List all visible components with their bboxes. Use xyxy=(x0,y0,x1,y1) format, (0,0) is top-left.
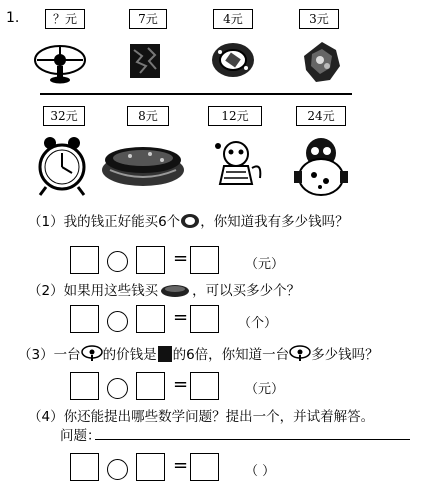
price-tag: 12元 xyxy=(208,106,262,126)
answer-box[interactable] xyxy=(136,372,165,400)
dark-box-icon xyxy=(128,42,162,80)
question-text: ，可以买多少个？ xyxy=(192,283,301,299)
price-tag: ？元 xyxy=(45,9,85,29)
exercise-number: 1. xyxy=(6,10,20,26)
operator-circle[interactable] xyxy=(107,378,128,399)
question-text: （1）我的钱正好能买6个 xyxy=(28,214,181,230)
unit-label: （个） xyxy=(238,316,278,331)
badge-icon xyxy=(210,40,256,80)
equals-sign: = xyxy=(173,307,189,328)
equals-sign: = xyxy=(173,455,189,476)
question-4: （4）你还能提出哪些数学问题？提出一个，并试着解答。 xyxy=(28,409,375,425)
answer-box[interactable] xyxy=(136,453,165,481)
equals-sign: = xyxy=(173,248,189,269)
unit-label: （ ） xyxy=(245,464,276,479)
answer-box[interactable] xyxy=(190,453,219,481)
question-3 xyxy=(18,343,379,363)
price-tag: 24元 xyxy=(296,106,346,126)
cake-icon xyxy=(160,282,190,298)
question-text: 多少钱吗？ xyxy=(311,347,379,363)
badge-icon xyxy=(180,213,200,229)
unit-label: （元） xyxy=(245,382,285,397)
price-tag: 32元 xyxy=(43,106,85,126)
question-prompt-label: 问题： xyxy=(60,428,101,444)
unit-label: （元） xyxy=(245,257,285,272)
question-text: 的6倍，你知道一台 xyxy=(172,347,290,363)
answer-line[interactable] xyxy=(95,439,410,440)
answer-box[interactable] xyxy=(190,372,219,400)
operator-circle[interactable] xyxy=(107,311,128,332)
question-text: ，你知道我有多少钱吗？ xyxy=(200,214,349,230)
price-tag: 8元 xyxy=(127,106,169,126)
answer-box[interactable] xyxy=(136,305,165,333)
answer-box[interactable] xyxy=(70,305,99,333)
cake-icon xyxy=(100,140,186,188)
question-text: （3）一台 xyxy=(18,347,81,363)
fan-icon xyxy=(33,42,87,84)
price-tag: 7元 xyxy=(129,9,167,29)
question-2 xyxy=(28,279,300,299)
answer-box[interactable] xyxy=(190,246,219,274)
price-tag: 3元 xyxy=(299,9,339,29)
fan-icon xyxy=(81,345,103,363)
toy-icon xyxy=(210,138,266,194)
price-tag: 4元 xyxy=(213,9,253,29)
answer-box[interactable] xyxy=(70,246,99,274)
operator-circle[interactable] xyxy=(107,251,128,272)
question-text: （2）如果用这些钱买 xyxy=(28,283,159,299)
dark-box-icon xyxy=(157,345,173,363)
alarm-clock-icon xyxy=(36,135,88,197)
divider-line xyxy=(40,93,352,95)
equals-sign: = xyxy=(173,374,189,395)
answer-box[interactable] xyxy=(70,372,99,400)
robot-icon xyxy=(290,135,352,197)
fan-icon xyxy=(289,345,311,363)
answer-box[interactable] xyxy=(190,305,219,333)
operator-circle[interactable] xyxy=(107,459,128,480)
question-text: 的价钱是 xyxy=(102,347,157,363)
answer-box[interactable] xyxy=(70,453,99,481)
ornament-icon xyxy=(300,40,342,84)
question-1 xyxy=(28,210,349,230)
answer-box[interactable] xyxy=(136,246,165,274)
